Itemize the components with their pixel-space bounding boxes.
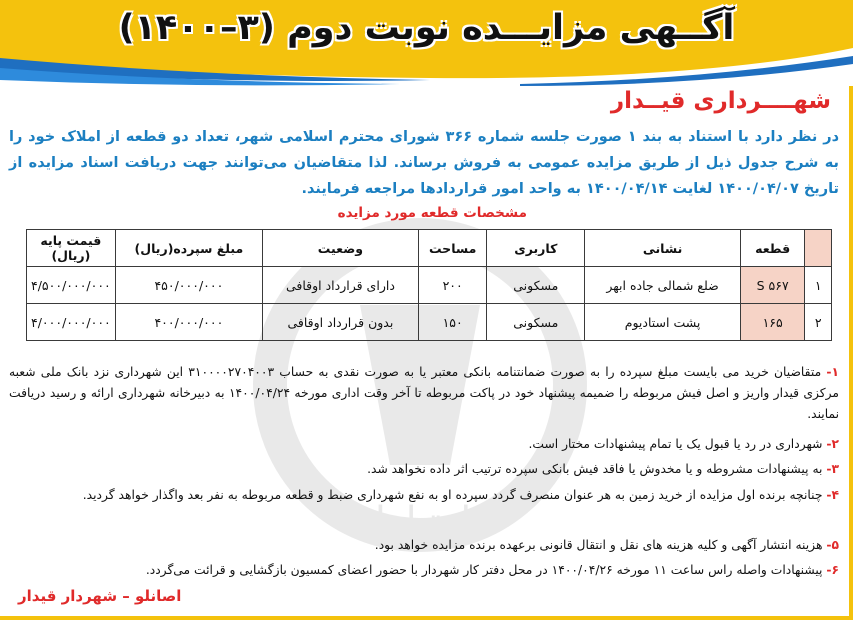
condition-text: پیشنهادات واصله راس ساعت ۱۱ مورخه ۱۴۰۰/۰۴/۲۶ در محل دفتر کار شهردار با حضور اعضای کمسیون بازگشایی و قرائت می‌گردد.: [145, 563, 827, 577]
header-num: [805, 230, 832, 267]
intro-paragraph: در نظر دارد با استناد به بند ۱ صورت جلسه شماره ۳۶۶ شورای محترم اسلامی شهر، تعداد دو قطعه از املاک خود را به شرح جدول ذیل از طریق مزایده عمومی به فروش برساند. لذا متقاضیان می‌توانند جهت دریافت اسناد مزایده از تاریخ ۱۴۰۰/۰۴/۰۷ لغایت ۱۴۰۰/۰۴/۱۴ به واحد امور قراردادها مراجعه فرمایند.: [9, 129, 840, 197]
header-address: نشانی: [585, 230, 741, 267]
header-area: مساحت: [418, 230, 487, 267]
organization-name: شهــــرداری قیــدار: [610, 88, 831, 114]
row-area: ۱۵۰: [418, 304, 487, 341]
specs-title: مشخصات قطعه مورد مزایده: [337, 205, 527, 221]
page-title: آگــهی مزایـــده نوبت دوم (۳–۱۴۰۰): [118, 8, 735, 48]
row-usage: مسکونی: [487, 304, 585, 341]
condition-5: [9, 535, 839, 556]
condition-text: متقاضیان خرید می بایست مبلغ سپرده را به صورت ضمانتنامه بانکی معتبر یا به صورت نقدی به حساب ۳۱۰۰۰۰۲۷۰۴۰۰۳ این شهرداری نزد بانک ملی شعبه مرکزی قیدار واریز و اصل فیش مربوطه را ضمیمه پیشنهاد خود در پاکت مربوطه تا آخر وقت اداری مورخه ۱۴۰۰/۰۴/۲۴ به دبیرخانه شهرداری ارائه و رسید دریافت نمایند.: [9, 365, 839, 421]
row-address: ضلع شمالی جاده ابهر: [585, 267, 741, 304]
header-base-price: قیمت پایه (ریال): [27, 230, 116, 267]
signature: اصانلو – شهردار قیدار: [18, 587, 182, 605]
condition-number: ۲-: [826, 437, 839, 451]
header-band: [0, 0, 853, 86]
condition-text: به پیشنهادات مشروطه و یا مخدوش یا فاقد فیش بانکی سپرده ترتیب اثر داده نخواهد شد.: [367, 462, 827, 476]
condition-number: ۳-: [826, 462, 839, 476]
watermark-text: ارتباط: [368, 499, 472, 545]
row-status: بدون قرارداد اوقافی: [262, 304, 418, 341]
row-num: ۲: [805, 304, 832, 341]
row-base-price: ۴/۵۰۰/۰۰۰/۰۰۰: [27, 267, 116, 304]
table-header-row: [27, 230, 832, 267]
condition-text: هزینه انتشار آگهی و کلیه هزینه های نقل و انتقال قانونی برعهده برنده مزایده خواهد بود.: [374, 538, 827, 552]
row-base-price: ۴/۰۰۰/۰۰۰/۰۰۰: [27, 304, 116, 341]
header-usage: کاربری: [487, 230, 585, 267]
header-parcel: قطعه: [740, 230, 804, 267]
condition-number: ۴-: [826, 488, 839, 502]
condition-number: ۱-: [826, 365, 840, 379]
condition-3: [9, 459, 839, 480]
row-parcel: ۵۶۷ S: [740, 267, 804, 304]
row-deposit: ۴۵۰/۰۰۰/۰۰۰: [115, 267, 262, 304]
row-deposit: ۴۰۰/۰۰۰/۰۰۰: [115, 304, 262, 341]
condition-number: ۵-: [826, 538, 839, 552]
row-status: دارای قرارداد اوقافی: [262, 267, 418, 304]
row-parcel: ۱۶۵: [740, 304, 804, 341]
condition-number: ۶-: [826, 563, 839, 577]
condition-6: [9, 560, 839, 581]
row-address: پشت استادیوم: [585, 304, 741, 341]
condition-text: چنانچه برنده اول مزایده از خرید زمین به هر عنوان منصرف گردد سپرده او به نفع شهرداری ضبط و قطعه مربوطه به نفر بعد واگذار خواهد گردید.: [82, 488, 827, 502]
condition-1: [9, 362, 839, 425]
condition-text: شهرداری در رد یا قبول یک یا تمام پیشنهادات مختار است.: [528, 437, 827, 451]
header-deposit: مبلغ سپرده(ریال): [115, 230, 262, 267]
table-row: [27, 304, 832, 341]
header-status: وضعیت: [262, 230, 418, 267]
row-num: ۱: [805, 267, 832, 304]
parcels-table: [26, 229, 832, 341]
condition-4: [9, 485, 839, 506]
table-row: [27, 267, 832, 304]
row-area: ۲۰۰: [418, 267, 487, 304]
row-usage: مسکونی: [487, 267, 585, 304]
condition-2: [9, 434, 839, 455]
